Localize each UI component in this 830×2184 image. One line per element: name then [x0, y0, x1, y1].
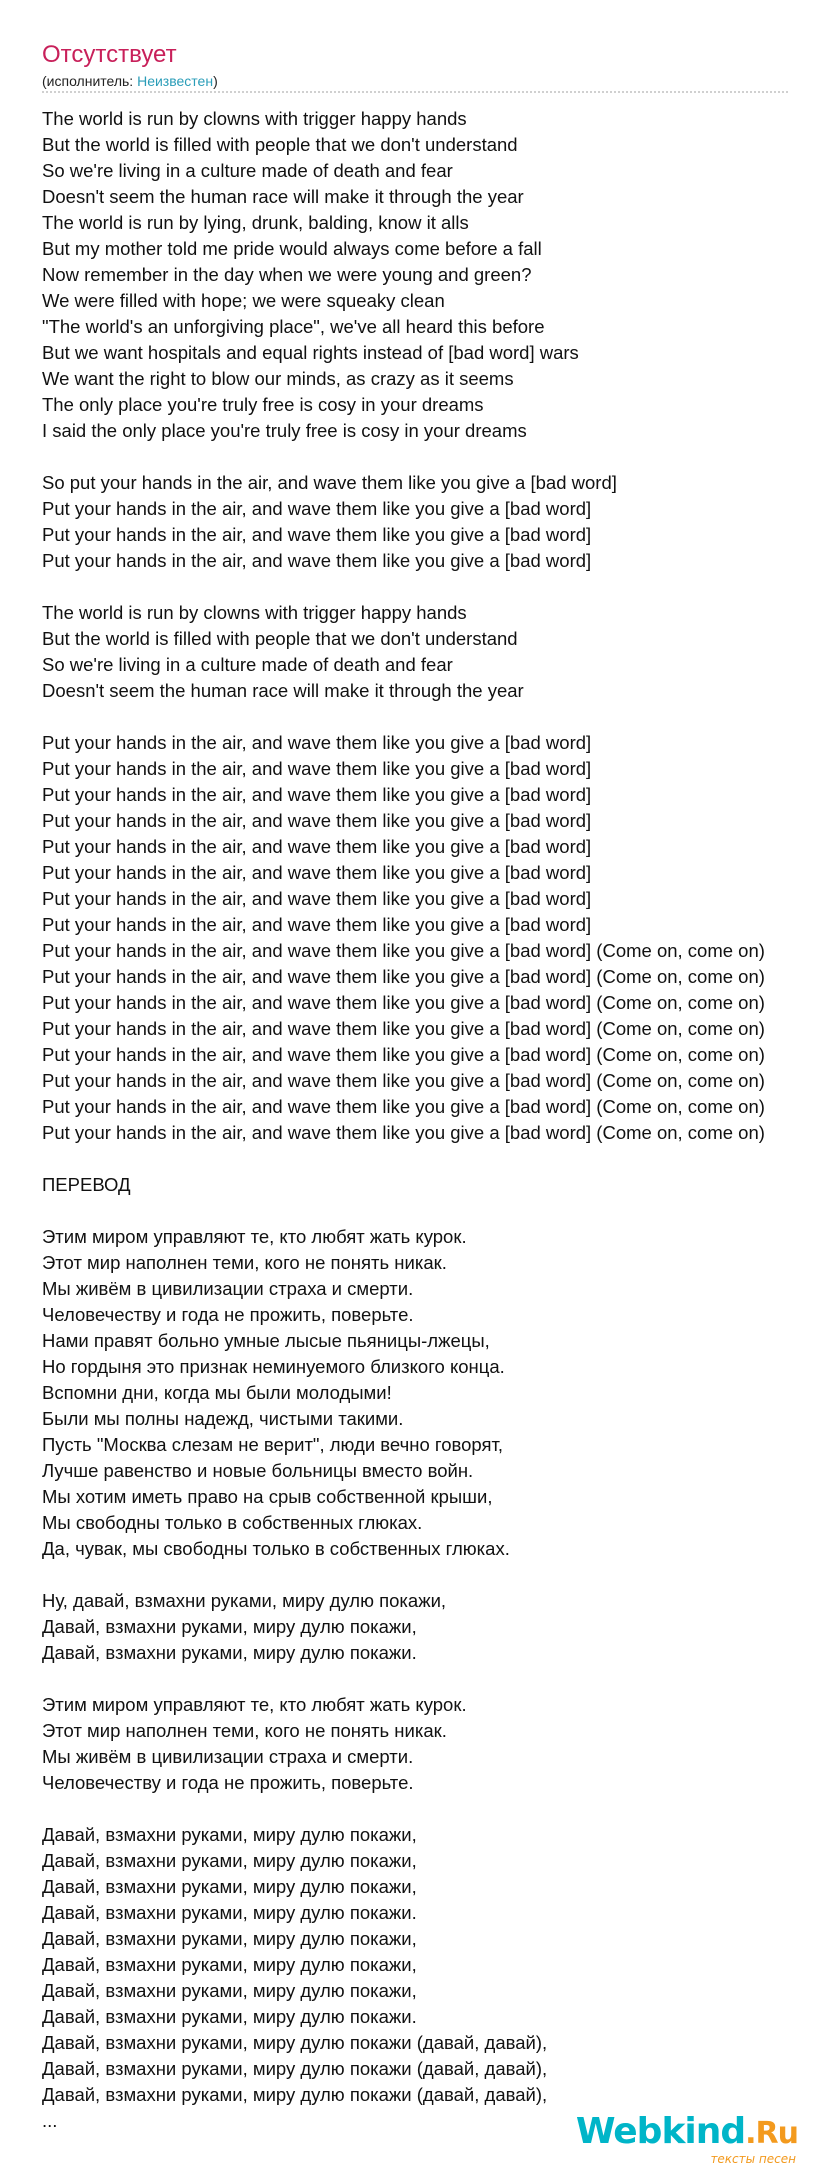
artist-suffix: )	[213, 73, 218, 89]
lyric-line: The world is run by clowns with trigger happy hands	[42, 108, 467, 129]
lyric-line: Put your hands in the air, and wave them like you give a [bad word] (Come on, come on)	[42, 992, 765, 1013]
lyric-line: Put your hands in the air, and wave them like you give a [bad word]	[42, 732, 592, 753]
translation-lyrics	[42, 1224, 765, 2134]
song-title: Отсутствует	[42, 41, 177, 68]
lyrics-page	[42, 40, 822, 2131]
lyric-line: Были мы полны надежд, чистыми такими.	[42, 1408, 404, 1429]
lyric-line: We want the right to blow our minds, as crazy as it seems	[42, 368, 514, 389]
lyric-line: Put your hands in the air, and wave them like you give a [bad word]	[42, 550, 592, 571]
lyric-line: Давай, взмахни руками, миру дулю покажи.	[42, 2006, 417, 2027]
lyric-line: But the world is filled with people that we don't understand	[42, 628, 518, 649]
lyric-line: Этим миром управляют те, кто любят жать курок.	[42, 1226, 467, 1247]
lyric-line: The only place you're truly free is cosy in your dreams	[42, 394, 484, 415]
lyric-line: Давай, взмахни руками, миру дулю покажи,	[42, 1954, 417, 1975]
lyric-line: Put your hands in the air, and wave them like you give a [bad word]	[42, 810, 592, 831]
logo-web: Web	[575, 2111, 662, 2152]
stanza	[42, 1224, 765, 1562]
lyric-line: Лучше равенство и новые больницы вместо войн.	[42, 1460, 474, 1481]
lyric-line: Doesn't seem the human race will make it through the year	[42, 680, 524, 701]
lyric-line: Put your hands in the air, and wave them like you give a [bad word]	[42, 862, 592, 883]
lyric-line: Put your hands in the air, and wave them like you give a [bad word]	[42, 836, 592, 857]
lyric-line: ...	[42, 2110, 58, 2131]
lyric-line: So we're living in a culture made of death and fear	[42, 160, 453, 181]
lyric-line: Давай, взмахни руками, миру дулю покажи,	[42, 1616, 417, 1637]
lyric-line: Давай, взмахни руками, миру дулю покажи,	[42, 1928, 417, 1949]
lyric-line: Put your hands in the air, and wave them like you give a [bad word]	[42, 758, 592, 779]
lyric-line: So we're living in a culture made of death and fear	[42, 654, 453, 675]
lyric-line: I said the only place you're truly free is cosy in your dreams	[42, 420, 527, 441]
lyric-line: Put your hands in the air, and wave them like you give a [bad word] (Come on, come on)	[42, 1122, 765, 1143]
lyric-line: Пусть "Москва слезам не верит", люди вечно говорят,	[42, 1434, 504, 1455]
lyric-line: Put your hands in the air, and wave them like you give a [bad word]	[42, 914, 592, 935]
lyric-line: Now remember in the day when we were young and green?	[42, 264, 532, 285]
logo-kind: kind	[661, 2111, 746, 2152]
lyric-line: Давай, взмахни руками, миру дулю покажи,	[42, 1876, 417, 1897]
title-divider	[42, 91, 788, 93]
lyric-line: Да, чувак, мы свободны только в собственных глюках.	[42, 1538, 510, 1559]
lyric-line: Мы свободны только в собственных глюках.	[42, 1512, 423, 1533]
lyric-line: Давай, взмахни руками, миру дулю покажи,	[42, 1850, 417, 1871]
logo-tagline: тексты песен	[710, 2152, 796, 2166]
lyric-line: Давай, взмахни руками, миру дулю покажи.	[42, 1902, 417, 1923]
lyric-line: But we want hospitals and equal rights instead of [bad word] wars	[42, 342, 579, 363]
stanza	[42, 470, 765, 574]
lyric-line: Давай, взмахни руками, миру дулю покажи.	[42, 1642, 417, 1663]
lyric-line: We were filled with hope; we were squeaky clean	[42, 290, 445, 311]
artist-link[interactable]: Неизвестен	[137, 73, 214, 89]
lyric-line: Но гордыня это признак неминуемого близкого конца.	[42, 1356, 505, 1377]
lyric-line: Человечеству и года не прожить, поверьте.	[42, 1772, 414, 1793]
lyric-line: Put your hands in the air, and wave them like you give a [bad word]	[42, 784, 592, 805]
stanza	[42, 730, 765, 1146]
lyric-line: Put your hands in the air, and wave them like you give a [bad word] (Come on, come on)	[42, 966, 765, 987]
lyric-line: Мы живём в цивилизации страха и смерти.	[42, 1278, 414, 1299]
lyric-line: Человечеству и года не прожить, поверьте.	[42, 1304, 414, 1325]
lyrics-body	[42, 106, 765, 2134]
artist-prefix: (исполнитель:	[42, 73, 138, 89]
artist-line	[42, 72, 822, 90]
lyric-line: Вспомни дни, когда мы были молодыми!	[42, 1382, 392, 1403]
site-logo[interactable]	[575, 2110, 798, 2170]
lyric-line: So put your hands in the air, and wave them like you give a [bad word]	[42, 472, 617, 493]
lyric-line: Давай, взмахни руками, миру дулю покажи,	[42, 1824, 417, 1845]
lyric-line: Мы хотим иметь право на срыв собственной крыши,	[42, 1486, 493, 1507]
logo-wordmark	[576, 2110, 798, 2156]
lyric-line: Ну, давай, взмахни руками, миру дулю покажи,	[42, 1590, 447, 1611]
lyric-line: Этим миром управляют те, кто любят жать курок.	[42, 1694, 467, 1715]
translation-heading: ПЕРЕВОД	[42, 1174, 131, 1195]
lyric-line: The world is run by clowns with trigger happy hands	[42, 602, 467, 623]
lyric-line: Put your hands in the air, and wave them like you give a [bad word]	[42, 888, 592, 909]
lyric-line: Put your hands in the air, and wave them like you give a [bad word] (Come on, come on)	[42, 940, 765, 961]
lyric-line: Давай, взмахни руками, миру дулю покажи (давай, давай),	[42, 2058, 548, 2079]
lyric-line: Put your hands in the air, and wave them like you give a [bad word] (Come on, come on)	[42, 1018, 765, 1039]
lyric-line: The world is run by lying, drunk, balding, know it alls	[42, 212, 469, 233]
lyric-line: Давай, взмахни руками, миру дулю покажи (давай, давай),	[42, 2084, 548, 2105]
lyric-line: Этот мир наполнен теми, кого не понять никак.	[42, 1252, 447, 1273]
stanza	[42, 1588, 765, 1666]
lyric-line: But my mother told me pride would always come before a fall	[42, 238, 542, 259]
lyric-line: "The world's an unforgiving place", we've all heard this before	[42, 316, 545, 337]
lyric-line: Put your hands in the air, and wave them like you give a [bad word]	[42, 524, 592, 545]
lyric-line: Этот мир наполнен теми, кого не понять никак.	[42, 1720, 447, 1741]
logo-ru: .Ru	[745, 2116, 798, 2151]
lyric-line: Мы живём в цивилизации страха и смерти.	[42, 1746, 414, 1767]
lyric-line: Нами правят больно умные лысые пьяницы-лжецы,	[42, 1330, 490, 1351]
lyric-line: Put your hands in the air, and wave them like you give a [bad word] (Come on, come on)	[42, 1096, 765, 1117]
lyric-line: Давай, взмахни руками, миру дулю покажи,	[42, 1980, 417, 2001]
stanza	[42, 1822, 765, 2134]
stanza	[42, 1692, 765, 1796]
lyric-line: Put your hands in the air, and wave them like you give a [bad word] (Come on, come on)	[42, 1070, 765, 1091]
lyric-line: But the world is filled with people that we don't understand	[42, 134, 518, 155]
stanza	[42, 600, 765, 704]
original-lyrics	[42, 106, 765, 1146]
lyric-line: Put your hands in the air, and wave them like you give a [bad word]	[42, 498, 592, 519]
lyric-line: Put your hands in the air, and wave them like you give a [bad word] (Come on, come on)	[42, 1044, 765, 1065]
lyric-line: Давай, взмахни руками, миру дулю покажи (давай, давай),	[42, 2032, 548, 2053]
lyric-line: Doesn't seem the human race will make it through the year	[42, 186, 524, 207]
stanza	[42, 106, 765, 444]
